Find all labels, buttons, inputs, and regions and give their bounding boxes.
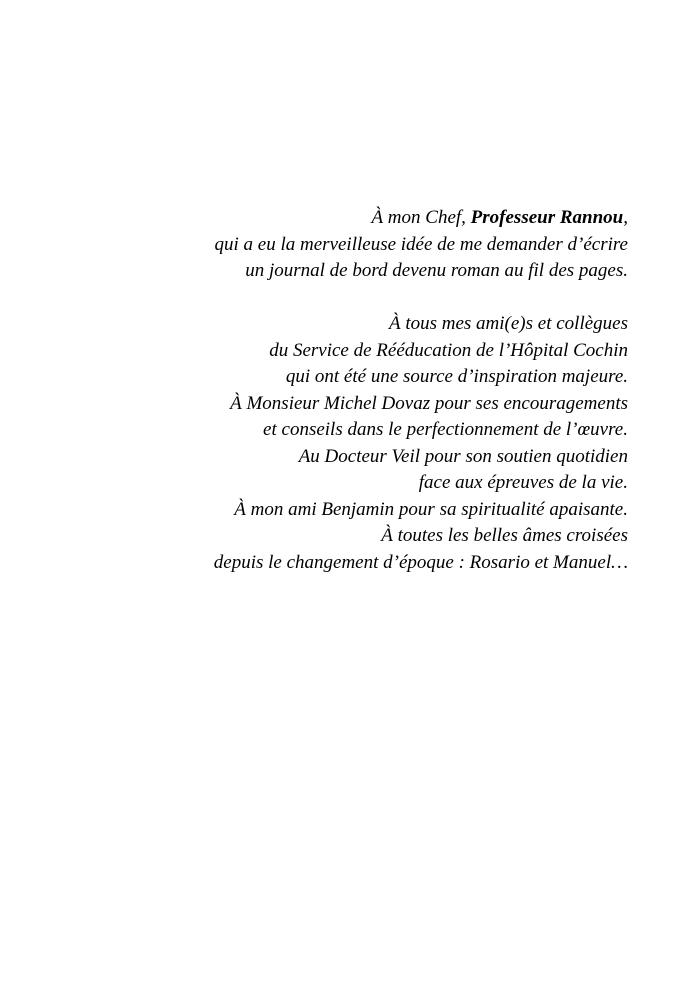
dedication-line: À Monsieur Michel Dovaz pour ses encouragements: [230, 392, 628, 414]
dedication-suffix: ,: [623, 207, 628, 228]
dedication-line: qui a eu la merveilleuse idée de me demander d’écrire: [214, 233, 628, 255]
dedication-text: [68, 205, 628, 576]
dedication-prefix: À mon Chef,: [371, 207, 471, 228]
dedication-line: un journal de bord devenu roman au fil des pages.: [245, 260, 628, 281]
dedication-line: À mon ami Benjamin pour sa spiritualité apaisante.: [234, 498, 628, 520]
dedication-line: qui ont été une source d’inspiration majeure.: [285, 366, 628, 387]
dedication-line: du Service de Rééducation de l’Hôpital Cochin: [269, 339, 628, 361]
dedication-name: Professeur Rannou: [470, 207, 624, 228]
dedication-line: et conseils dans le perfectionnement de l’œuvre.: [263, 419, 628, 440]
paragraph-gap: [68, 285, 628, 312]
dedication-line: depuis le changement d’époque : Rosario et Manuel…: [213, 551, 628, 573]
dedication-line: face aux épreuves de la vie.: [418, 472, 628, 493]
dedication-line: À tous mes ami(e)s et collègues: [388, 313, 628, 334]
dedication-line: [68, 205, 628, 232]
dedication-line: Au Docteur Veil pour son soutien quotidien: [298, 445, 628, 467]
dedication-line: À toutes les belles âmes croisées: [381, 525, 628, 546]
